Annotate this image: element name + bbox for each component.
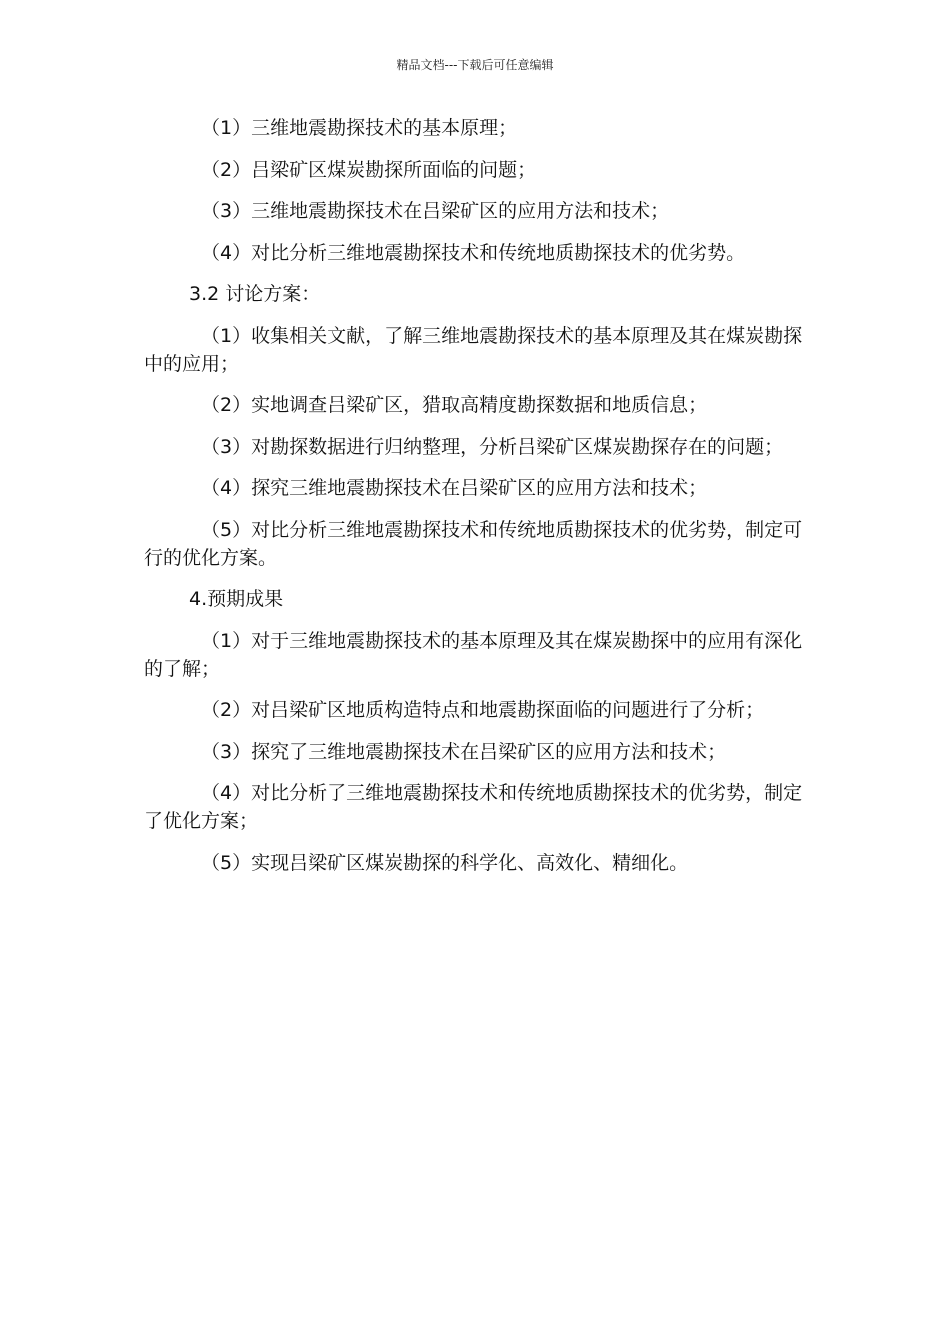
list-item: （5）实现吕梁矿区煤炭勘探的科学化、高效化、精细化。	[201, 851, 689, 874]
list-item: （2）实地调查吕梁矿区，猎取高精度勘探数据和地质信息；	[201, 394, 708, 416]
list-item: （3）探究了三维地震勘探技术在吕梁矿区的应用方法和技术；	[201, 740, 727, 763]
section-heading: 4.预期成果	[189, 588, 284, 610]
list-item: （1）收集相关文献，了解三维地震勘探技术的基本原理及其在煤炭勘探中的应用；	[144, 324, 803, 375]
page-header: 精品文档---下载后可任意编辑	[396, 58, 554, 72]
list-item: （2）对吕梁矿区地质构造特点和地震勘探面临的问题进行了分析；	[201, 699, 765, 721]
list-item: （3）三维地震勘探技术在吕梁矿区的应用方法和技术；	[201, 200, 670, 222]
list-item: （1）对于三维地震勘探技术的基本原理及其在煤炭勘探中的应用有深化的了解；	[144, 629, 803, 680]
list-item: （3）对勘探数据进行归纳整理，分析吕梁矿区煤炭勘探存在的问题；	[201, 435, 784, 458]
list-item: （4）探究三维地震勘探技术在吕梁矿区的应用方法和技术；	[201, 477, 708, 499]
list-item: （4）对比分析三维地震勘探技术和传统地质勘探技术的优劣势。	[201, 241, 746, 264]
list-item: （2）吕梁矿区煤炭勘探所面临的问题；	[201, 158, 537, 181]
list-item: （4）对比分析了三维地震勘探技术和传统地质勘探技术的优劣势，制定了优化方案；	[144, 782, 803, 832]
section-heading: 3.2 讨论方案：	[189, 283, 321, 305]
list-item: （5）对比分析三维地震勘探技术和传统地质勘探技术的优劣势，制定可行的优化方案。	[144, 518, 803, 569]
document-body	[144, 114, 816, 890]
list-item: （1）三维地震勘探技术的基本原理；	[201, 117, 518, 139]
